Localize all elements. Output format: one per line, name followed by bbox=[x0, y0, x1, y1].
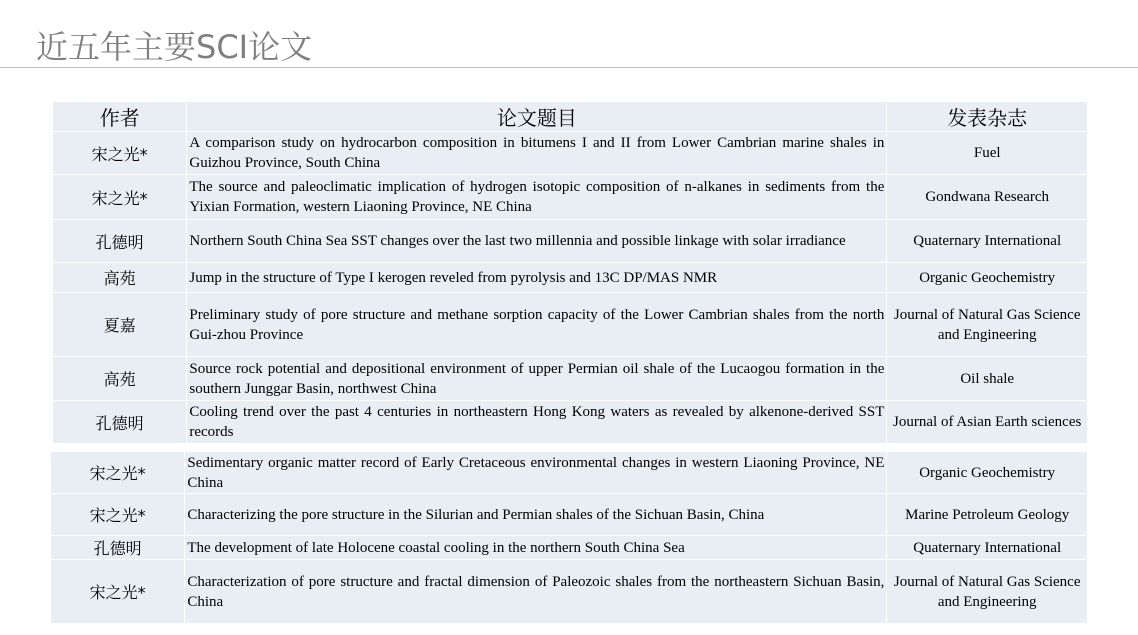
table-row bbox=[51, 536, 1088, 560]
author-cell: 宋之光* bbox=[51, 494, 185, 536]
paper-title-cell: A comparison study on hydrocarbon composition in bitumens I and II from Lower Cambrian marine shales in Guizhou Province, South China bbox=[187, 132, 887, 175]
paper-title-cell: Northern South China Sea SST changes over the last two millennia and possible linkage with solar irradiance bbox=[187, 220, 887, 263]
table-row bbox=[53, 175, 1088, 220]
table-row bbox=[51, 494, 1088, 536]
journal-cell: Marine Petroleum Geology bbox=[887, 494, 1088, 536]
header-title: 论文题目 bbox=[187, 102, 887, 132]
table-row bbox=[51, 452, 1088, 494]
author-cell: 孔德明 bbox=[53, 401, 187, 444]
paper-title-cell: Characterizing the pore structure in the Silurian and Permian shales of the Sichuan Basin, China bbox=[185, 494, 887, 536]
journal-cell: Journal of Natural Gas Science and Engineering bbox=[887, 560, 1088, 624]
author-cell: 宋之光* bbox=[51, 560, 185, 624]
journal-cell: Organic Geochemistry bbox=[887, 452, 1088, 494]
table-row bbox=[53, 263, 1088, 293]
journal-cell: Gondwana Research bbox=[887, 175, 1088, 220]
table-header-row bbox=[53, 102, 1088, 132]
title-divider bbox=[0, 67, 1138, 68]
author-cell: 孔德明 bbox=[51, 536, 185, 560]
paper-title-cell: Characterization of pore structure and fractal dimension of Paleozoic shales from the northeastern Sichuan Basin, China bbox=[185, 560, 887, 624]
paper-title-cell: Sedimentary organic matter record of Early Cretaceous environmental changes in western Liaoning Province, NE China bbox=[185, 452, 887, 494]
author-cell: 宋之光* bbox=[53, 132, 187, 175]
journal-cell: Quaternary International bbox=[887, 220, 1088, 263]
journal-cell: Journal of Natural Gas Science and Engineering bbox=[887, 293, 1088, 357]
author-cell: 高苑 bbox=[53, 357, 187, 401]
journal-cell: Quaternary International bbox=[887, 536, 1088, 560]
table-row bbox=[53, 293, 1088, 357]
paper-title-cell: Cooling trend over the past 4 centuries in northeastern Hong Kong waters as revealed by alkenone-derived SST records bbox=[187, 401, 887, 444]
table-row bbox=[53, 357, 1088, 401]
header-author: 作者 bbox=[53, 102, 187, 132]
papers-table-part1 bbox=[52, 101, 1088, 444]
author-cell: 孔德明 bbox=[53, 220, 187, 263]
paper-title-cell: The source and paleoclimatic implication of hydrogen isotopic composition of n-alkanes in sediments from the Yixian Formation, western Liaoning Province, NE China bbox=[187, 175, 887, 220]
table-row bbox=[51, 560, 1088, 624]
author-cell: 高苑 bbox=[53, 263, 187, 293]
page-title: 近五年主要SCI论文 bbox=[36, 28, 313, 66]
papers-table-part2 bbox=[50, 451, 1088, 624]
paper-title-cell: Jump in the structure of Type I kerogen reveled from pyrolysis and 13C DP/MAS NMR bbox=[187, 263, 887, 293]
journal-cell: Journal of Asian Earth sciences bbox=[887, 401, 1088, 444]
table-row bbox=[53, 220, 1088, 263]
author-cell: 宋之光* bbox=[53, 175, 187, 220]
journal-cell: Oil shale bbox=[887, 357, 1088, 401]
table-row bbox=[53, 401, 1088, 444]
author-cell: 宋之光* bbox=[51, 452, 185, 494]
header-journal: 发表杂志 bbox=[887, 102, 1088, 132]
table-row bbox=[53, 132, 1088, 175]
journal-cell: Organic Geochemistry bbox=[887, 263, 1088, 293]
paper-title-cell: Preliminary study of pore structure and methane sorption capacity of the Lower Cambrian shales from the north Gui-zhou Province bbox=[187, 293, 887, 357]
author-cell: 夏嘉 bbox=[53, 293, 187, 357]
paper-title-cell: The development of late Holocene coastal cooling in the northern South China Sea bbox=[185, 536, 887, 560]
journal-cell: Fuel bbox=[887, 132, 1088, 175]
paper-title-cell: Source rock potential and depositional environment of upper Permian oil shale of the Lucaogou formation in the southern Junggar Basin, northwest China bbox=[187, 357, 887, 401]
